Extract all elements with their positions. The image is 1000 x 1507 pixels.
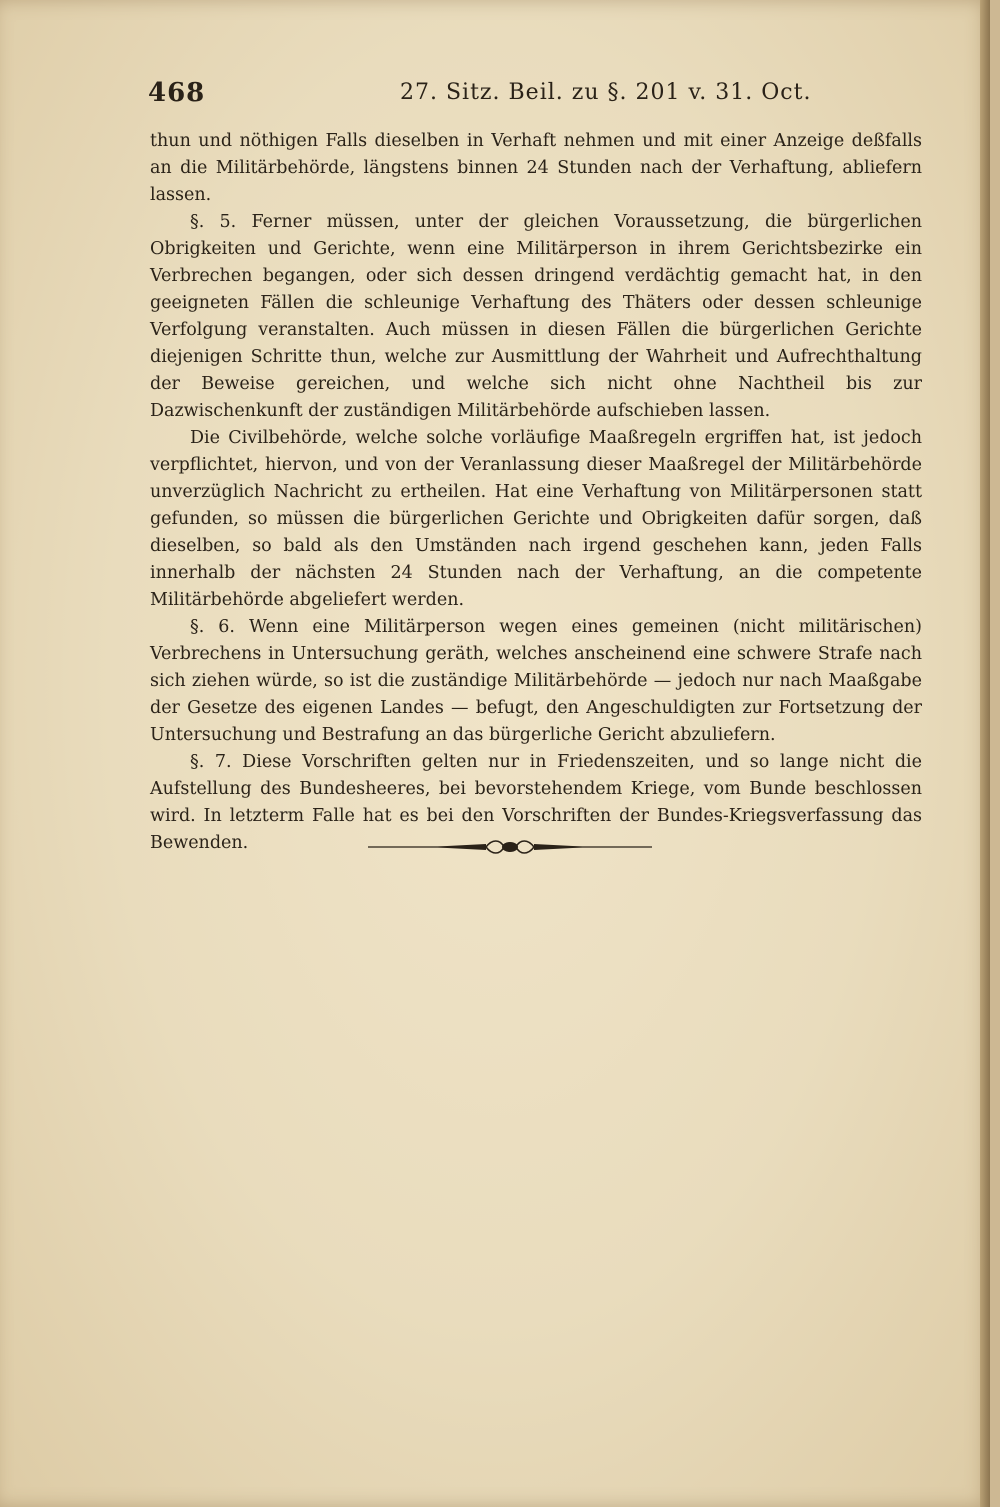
page-edge xyxy=(980,0,990,1507)
ornamental-divider xyxy=(368,835,652,859)
body-text xyxy=(150,128,922,857)
paragraph-section-7: §. 7. Diese Vorschriften gelten nur in Friedenszeiten, und so lange nicht die Aufstellung des Bundesheeres, bei bevorstehendem Kriege, vom Bunde beschlossen wird. In letzterm Falle hat es bei den Vorschriften der Bundes-Kriegsverfassung das Bewenden. xyxy=(150,752,922,853)
paragraph-civil-authority: Die Civilbehörde, welche solche vorläufige Maaßregeln ergriffen hat, ist jedoch verpflichtet, hiervon, und von der Veranlassung dieser Maaßregel der Militärbehörde unverzüglich Nachricht zu ertheilen. Hat eine Verhaftung von Militärpersonen statt gefunden, so müssen die bürgerlichen Gerichte und Obrigkeiten dafür sorgen, daß dieselben, so bald als den Umständen nach irgend geschehen kann, jeden Falls innerhalb der nächsten 24 Stunden nach der Verhaftung, an die competente Militärbehörde abgeliefert werden. xyxy=(150,428,922,610)
page-number: 468 xyxy=(148,78,206,108)
page-header xyxy=(148,78,924,118)
running-head: 27. Sitz. Beil. zu §. 201 v. 31. Oct. xyxy=(400,80,812,105)
paragraph-section-6: §. 6. Wenn eine Militärperson wegen eines gemeinen (nicht militärischen) Verbrechens in Untersuchung geräth, welches anscheinend eine schwere Strafe nach sich ziehen würde, so ist die zuständige Militärbehörde — jedoch nur nach Maaßgabe der Gesetze des eigenen Landes — befugt, den Angeschuldigten zur Fortsetzung der Untersuchung und Bestrafung an das bürgerliche Gericht abzuliefern. xyxy=(150,617,922,745)
paragraph-continuation: thun und nöthigen Falls dieselben in Verhaft nehmen und mit einer Anzeige deßfalls an die Militärbehörde, längstens binnen 24 Stunden nach der Verhaftung, abliefern lassen. xyxy=(150,131,922,205)
paragraph-section-5: §. 5. Ferner müssen, unter der gleichen Voraussetzung, die bürgerlichen Obrigkeiten und Gerichte, wenn eine Militärperson in ihrem Gerichtsbezirke ein Verbrechen begangen, oder sich dessen dringend verdächtig gemacht hat, in den geeigneten Fällen die schleunige Verhaftung des Thäters oder dessen schleunige Verfolgung veranstalten. Auch müssen in diesen Fällen die bürgerlichen Gerichte diejenigen Schritte thun, welche zur Ausmittlung der Wahrheit und Aufrechthaltung der Beweise gereichen, und welche sich nicht ohne Nachtheil bis zur Dazwischenkunft der zuständigen Militärbehörde aufschieben lassen. xyxy=(150,212,922,421)
